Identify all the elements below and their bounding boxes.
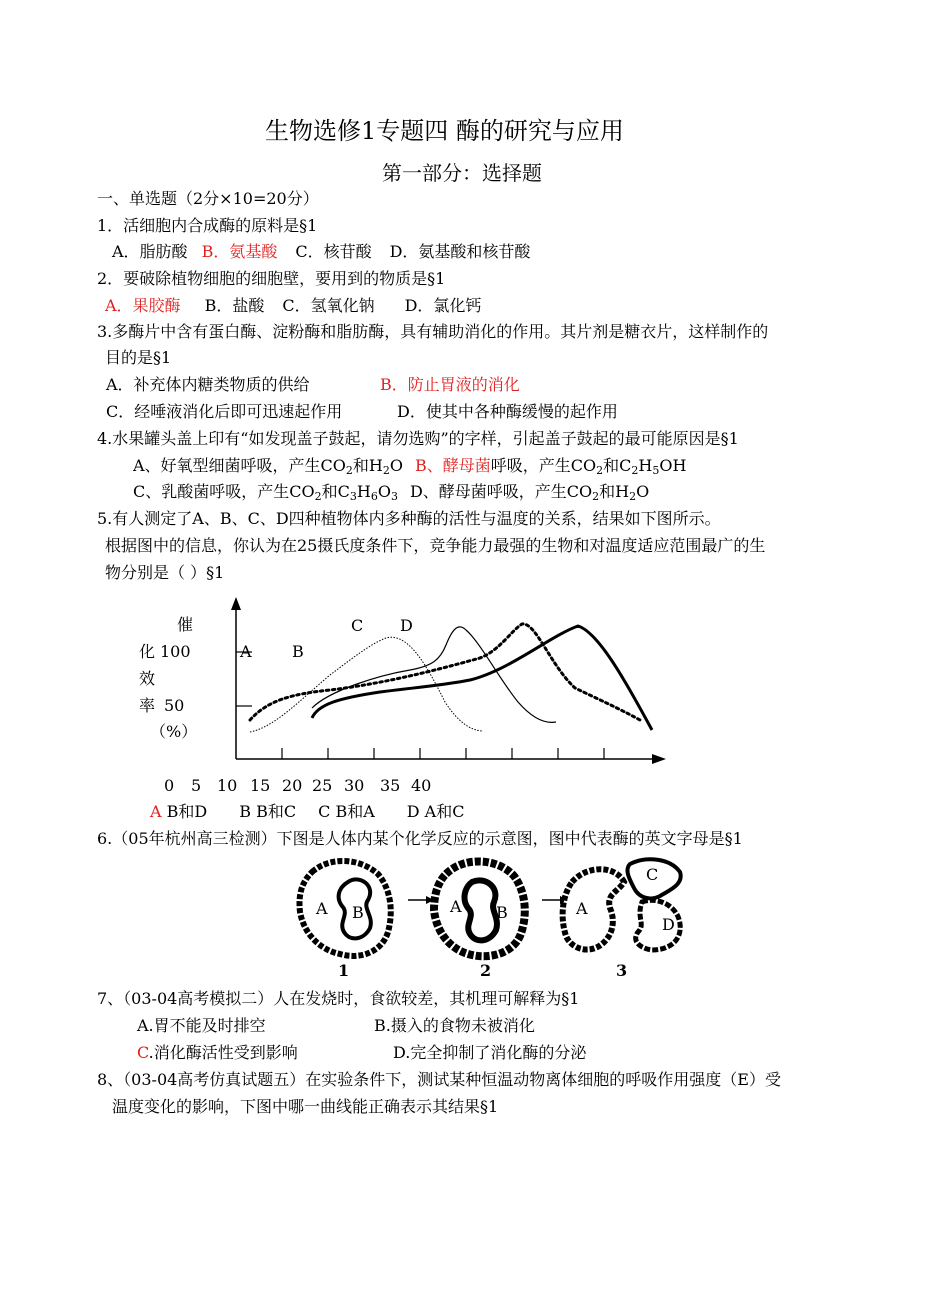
q3-option-b: B．防止胃液的消化 (380, 375, 520, 394)
q5-stem-line2: 根据图中的信息，你认为在25摄氏度条件下，竞争能力最强的生物和对温度适应范围最广的生 (105, 536, 766, 555)
x-axis-arrow (652, 754, 666, 764)
q7-option-d: D.完全抑制了消化酶的分泌 (393, 1043, 587, 1062)
q1-option-d: D．氨基酸和核苷酸 (389, 242, 531, 261)
x-tick-label-40: 40 (411, 776, 432, 795)
document-title: 生物选修1专题四 酶的研究与应用 (265, 117, 624, 145)
x-tick-label-15: 15 (250, 776, 271, 795)
series-a-line (250, 624, 640, 720)
q2-option-b: B．盐酸 (204, 296, 265, 315)
panel-number-3: 3 (616, 961, 628, 980)
panel-1-label-b: B (352, 903, 364, 922)
q3-stem-line1: 3.多酶片中含有蛋白酶、淀粉酶和脂肪酶，具有辅助消化的作用。其片剂是糖衣片，这样制作的 (97, 322, 769, 341)
q4-option-a: A、好氧型细菌呼吸，产生$CO_2$和$H_2O$ (133, 456, 404, 477)
y-label-char-4: 率 (139, 696, 156, 715)
q6-stem: 6.（05年杭州高三检测）下图是人体内某个化学反应的示意图，图中代表酶的英文字母是§1 (97, 829, 743, 848)
y-tick-label-50: 50 (164, 696, 185, 715)
q4-option-b: B、酵母菌呼吸，产生$CO_2$和$C_2H_5OH$ (415, 456, 687, 477)
q5-option-a-letter: A (150, 802, 162, 821)
panel-1-label-a: A (316, 899, 328, 918)
y-tick-label-100: 100 (160, 642, 191, 661)
q7-option-c: C.消化酶活性受到影响 (137, 1043, 298, 1062)
q3-option-a: A．补充体内糖类物质的供给 (106, 375, 310, 394)
q5-option-d: D A和C (406, 802, 465, 821)
q4-option-c: C、乳酸菌呼吸，产生$CO_2$和$C_3H_6O_3$ (133, 482, 398, 503)
q7-option-a: A.胃不能及时排空 (137, 1016, 266, 1035)
q5-options (150, 802, 464, 822)
q2-option-d: D．氯化钙 (404, 296, 482, 315)
series-b-line (312, 626, 652, 730)
q1-option-b: B．氨基酸 (201, 242, 278, 261)
panel-3-label-a: A (576, 899, 588, 918)
series-label-a: A (240, 642, 252, 661)
q4-option-d: D、酵母菌呼吸，产生$CO_2$和$H_2O$ (409, 482, 650, 503)
x-tick-label-0: 0 (164, 776, 175, 795)
q4-stem: 4.水果罐头盖上印有“如发现盖子鼓起，请勿选购”的字样，引起盖子鼓起的最可能原因是§1 (97, 429, 739, 448)
q7-stem: 7、（03-04高考模拟二）人在发烧时，食欲较差，其机理可解释为§1 (97, 989, 580, 1008)
q5-option-a: B和D (166, 802, 208, 821)
document-subtitle: 第一部分：选择题 (382, 161, 542, 185)
y-label-unit: （%） (150, 722, 198, 741)
q1-stem: 1．活细胞内合成酶的原料是§1 (97, 216, 318, 235)
q5-option-c: C B和A (318, 802, 375, 821)
y-axis-arrow (231, 597, 241, 610)
panel-3-label-c: C (646, 865, 659, 884)
panel-2-label-b: B (496, 903, 508, 922)
enzyme-reaction-diagram (290, 852, 710, 982)
panel-number-1: 1 (338, 961, 350, 980)
panel-3-molecules (563, 859, 681, 950)
x-tick-marks (282, 748, 604, 759)
q8-stem-line2: 温度变化的影响，下图中哪一曲线能正确表示其结果§1 (112, 1097, 499, 1116)
q2-stem: 2．要破除植物细胞的细胞壁，要用到的物质是§1 (97, 269, 446, 288)
q1-option-a: A．脂肪酸 (112, 242, 188, 261)
x-tick-label-30: 30 (344, 776, 365, 795)
x-tick-label-20: 20 (282, 776, 303, 795)
q5-option-b: B B和C (239, 802, 297, 821)
panel-1-molecules (300, 861, 391, 956)
q3-option-c: C．经唾液消化后即可迅速起作用 (106, 402, 343, 421)
series-label-d: D (400, 616, 413, 635)
y-label-char-2: 化 (139, 642, 156, 661)
series-label-b: B (292, 642, 304, 661)
q3-stem-line2: 目的是§1 (105, 348, 172, 367)
q8-stem-line1: 8、（03-04高考仿真试题五）在实验条件下，测试某种恒温动物离体细胞的呼吸作用强度（E）受 (97, 1070, 781, 1089)
q2-option-c: C．氢氧化钠 (282, 296, 375, 315)
x-tick-label-25: 25 (312, 776, 333, 795)
series-d-line (312, 627, 556, 723)
panel-3-label-d: D (662, 915, 675, 934)
q1-option-c: C．核苷酸 (295, 242, 372, 261)
x-tick-label-35: 35 (380, 776, 401, 795)
q5-stem-line1: 5.有人测定了A、B、C、D四种植物体内多种酶的活性与温度的关系，结果如下图所示。 (97, 509, 721, 528)
panel-2-molecules (434, 861, 525, 956)
q5-stem-line3: 物分别是（ ）§1 (105, 563, 225, 582)
series-label-c: C (351, 616, 364, 635)
panel-2-label-a: A (450, 897, 462, 916)
section-heading: 一、单选题（2分×10=20分） (97, 189, 319, 208)
q2-option-a: A．果胶酶 (105, 296, 181, 315)
y-label-char-1: 催 (177, 615, 194, 634)
q7-option-b: B.摄入的食物未被消化 (374, 1016, 535, 1035)
y-label-char-3: 效 (139, 669, 156, 688)
x-tick-label-5: 5 (191, 776, 202, 795)
x-tick-label-10: 10 (217, 776, 238, 795)
panel-number-2: 2 (480, 961, 492, 980)
q3-option-d: D．使其中各种酶缓慢的起作用 (397, 402, 618, 421)
